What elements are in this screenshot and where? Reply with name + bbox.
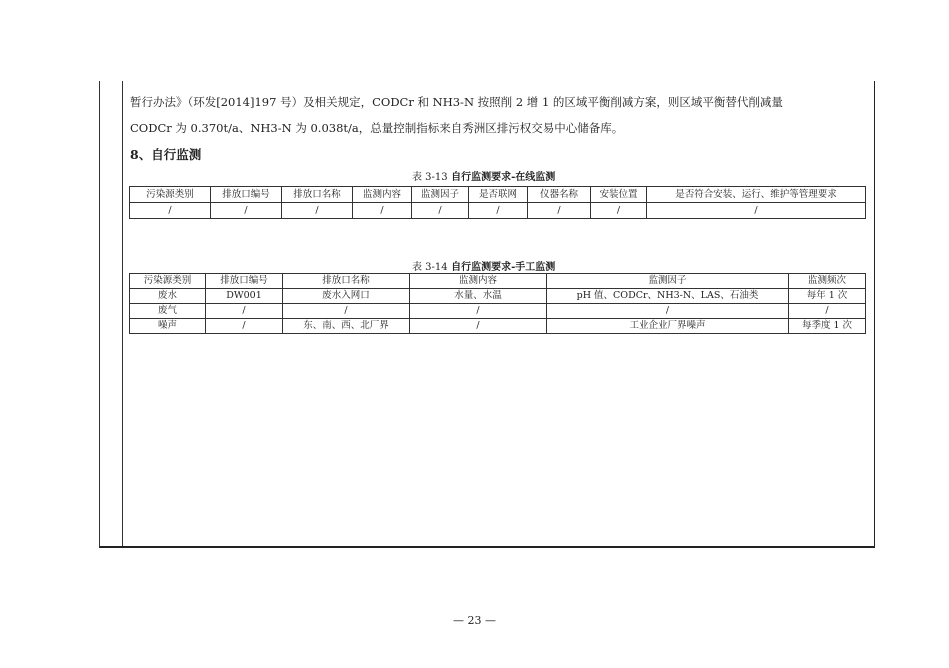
table-row xyxy=(130,289,866,304)
header-cell: 排放口名称 xyxy=(283,274,410,289)
header-cell: 仪器名称 xyxy=(528,187,591,203)
table-cell: / xyxy=(547,304,789,319)
header-cell: 监测频次 xyxy=(789,274,866,289)
header-cell: 监测因子 xyxy=(412,187,469,203)
table-cell: 废水入网口 xyxy=(283,289,410,304)
manual-monitoring-table xyxy=(129,273,866,334)
table-cell: 废气 xyxy=(130,304,206,319)
header-cell: 排放口名称 xyxy=(282,187,353,203)
header-cell: 排放口编号 xyxy=(211,187,282,203)
table-cell: 废水 xyxy=(130,289,206,304)
caption-title: 自行监测要求-手工监测 xyxy=(451,262,556,273)
table-cell: / xyxy=(206,319,283,334)
table-cell: / xyxy=(353,203,412,219)
table-caption-3-14 xyxy=(412,258,555,273)
table-cell: / xyxy=(412,203,469,219)
header-cell: 安装位置 xyxy=(591,187,647,203)
table-cell: 东、南、西、北厂界 xyxy=(283,319,410,334)
table-cell: DW001 xyxy=(206,289,283,304)
page-number: — 23 — xyxy=(453,614,496,627)
table-cell: / xyxy=(469,203,528,219)
header-cell: 监测内容 xyxy=(410,274,547,289)
table-row xyxy=(130,203,866,219)
table-header-row xyxy=(130,274,866,289)
online-monitoring-table xyxy=(129,186,866,219)
table-cell: / xyxy=(410,304,547,319)
table-cell: / xyxy=(211,203,282,219)
table-cell: 每季度 1 次 xyxy=(789,319,866,334)
table-cell: / xyxy=(528,203,591,219)
table-cell: / xyxy=(130,203,211,219)
paragraph-line-1: 暂行办法》（环发[2014]197 号）及相关规定，CODCr 和 NH3-N 按照削 2 增 1 的区域平衡削减方案，则区域平衡替代削减量 xyxy=(130,95,783,109)
table-header-row xyxy=(130,187,866,203)
table-cell: / xyxy=(410,319,547,334)
header-cell: 监测因子 xyxy=(547,274,789,289)
table-cell: / xyxy=(591,203,647,219)
table-cell: 水量、水温 xyxy=(410,289,547,304)
table-row xyxy=(130,304,866,319)
header-cell: 污染源类别 xyxy=(130,187,211,203)
caption-label: 表 3-13 xyxy=(412,172,448,183)
table-cell: / xyxy=(206,304,283,319)
header-cell: 是否符合安装、运行、维护等管理要求 xyxy=(647,187,866,203)
header-cell: 污染源类别 xyxy=(130,274,206,289)
table-cell: / xyxy=(647,203,866,219)
table-cell: 噪声 xyxy=(130,319,206,334)
table-cell: / xyxy=(282,203,353,219)
header-cell: 监测内容 xyxy=(353,187,412,203)
table-row xyxy=(130,319,866,334)
frame-inner-line xyxy=(122,81,123,546)
header-cell: 是否联网 xyxy=(469,187,528,203)
caption-label: 表 3-14 xyxy=(412,262,448,273)
table-caption-3-13 xyxy=(412,168,555,183)
header-cell: 排放口编号 xyxy=(206,274,283,289)
section-heading: 8、自行监测 xyxy=(130,147,202,162)
table-cell: / xyxy=(789,304,866,319)
caption-title: 自行监测要求-在线监测 xyxy=(451,172,556,183)
table-cell: 工业企业厂界噪声 xyxy=(547,319,789,334)
table-cell: / xyxy=(283,304,410,319)
paragraph-line-2: CODCr 为 0.370t/a、NH3-N 为 0.038t/a，总量控制指标来自秀洲区排污权交易中心储备库。 xyxy=(130,121,624,135)
table-cell: pH 值、CODCr、NH3-N、LAS、石油类 xyxy=(547,289,789,304)
table-cell: 每年 1 次 xyxy=(789,289,866,304)
